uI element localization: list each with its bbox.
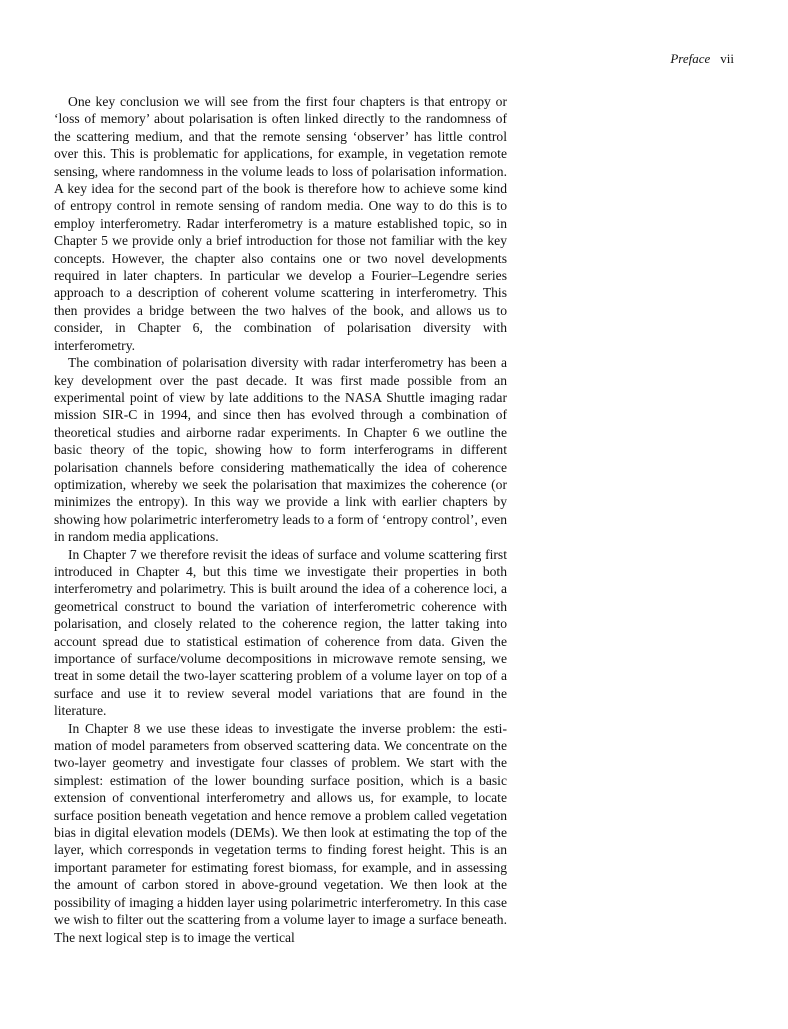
body-text xyxy=(54,93,507,946)
paragraph: The combination of polarisation diversity with radar interferometry has been a key development over the past decade. It was first made possible from an experimental point of view by late additions to the NASA Shuttle imaging radar mission SIR-C in 1994, and since then has evolved through a combination of theoretical studies and airborne radar experiments. In Chapter 6 we outline the basic theory of the topic, showing how to form interferograms in different polarisation channels before considering mathematically the idea of coherence optimization, whereby we seek the polarisation that maximizes the coherence (or minimizes the entropy). In this way we provide a link with earlier chapters by showing how polarimetric interferometry leads to a form of ‘entropy control’, even in random media applications. xyxy=(54,355,507,545)
paragraph: In Chapter 7 we therefore revisit the ideas of surface and volume scattering first introduced in Chapter 4, but this time we investigate their properties in both interferometry and polarimetry. This is built around the idea of a coherence loci, a geometrical construct to bound the variation of interferometric coherence with polarisation, and closely related to the coherence region, the latter taking into account spread due to statistical estimation of coherence from data. Given the importance of surface/volume decompositions in microwave remote sensing, we treat in some detail the two-layer scattering problem of a volume layer on top of a surface and use it to review several model variations that are found in the literature. xyxy=(54,546,507,719)
page-number: vii xyxy=(720,51,734,66)
paragraph: One key conclusion we will see from the first four chapters is that entropy or ‘loss of memory’ about polarisation is often linked directly to the randomness of the scattering medium, and that the remote sensing ‘observer’ has little control over this. This is problematic for applications, for example, in vegetation remote sensing, where randomness in the volume leads to loss of polarisation information. A key idea for the second part of the book is therefore how to achieve some kind of entropy control in remote sensing of random media. One way to do this is to employ interferometry. Radar interferometry is a mature established topic, so in Chapter 5 we provide only a brief introduction for those not familiar with the key concepts. However, the chapter also contains one or two novel developments required in later chapters. In particular we develop a Fourier–Legendre series approach to a description of coherent volume scattering in interferometry. This then provides a bridge between the two halves of the book, and allows us to consider, in Chapter 6, the combination of polarisation diversity with interferometry. xyxy=(54,94,507,353)
running-head-section-title: Preface xyxy=(670,51,711,66)
running-head xyxy=(670,50,734,68)
paragraph: In Chapter 8 we use these ideas to investigate the inverse problem: the estimation of model parameters from observed scattering data. We concentrate on the two-layer geometry and investigate four classes of problem. We start with the simplest: estimation of the lower bounding surface position, which is a basic extension of conventional interferometry and allows us, for example, to locate surface position beneath vegetation and hence remove a problem called vegetation bias in digital elevation models (DEMs). We then look at estimating the top of the layer, which corresponds in vegetation terms to finding forest height. This is an important parameter for estimating forest biomass, for example, and in assessing the amount of carbon stored in above-ground vegetation. We then look at the possibility of imaging a hidden layer using polarimetric interferometry. In this case we wish to filter out the scattering from a volume layer to image a surface beneath. The next logical step is to image the vertical xyxy=(54,720,507,945)
